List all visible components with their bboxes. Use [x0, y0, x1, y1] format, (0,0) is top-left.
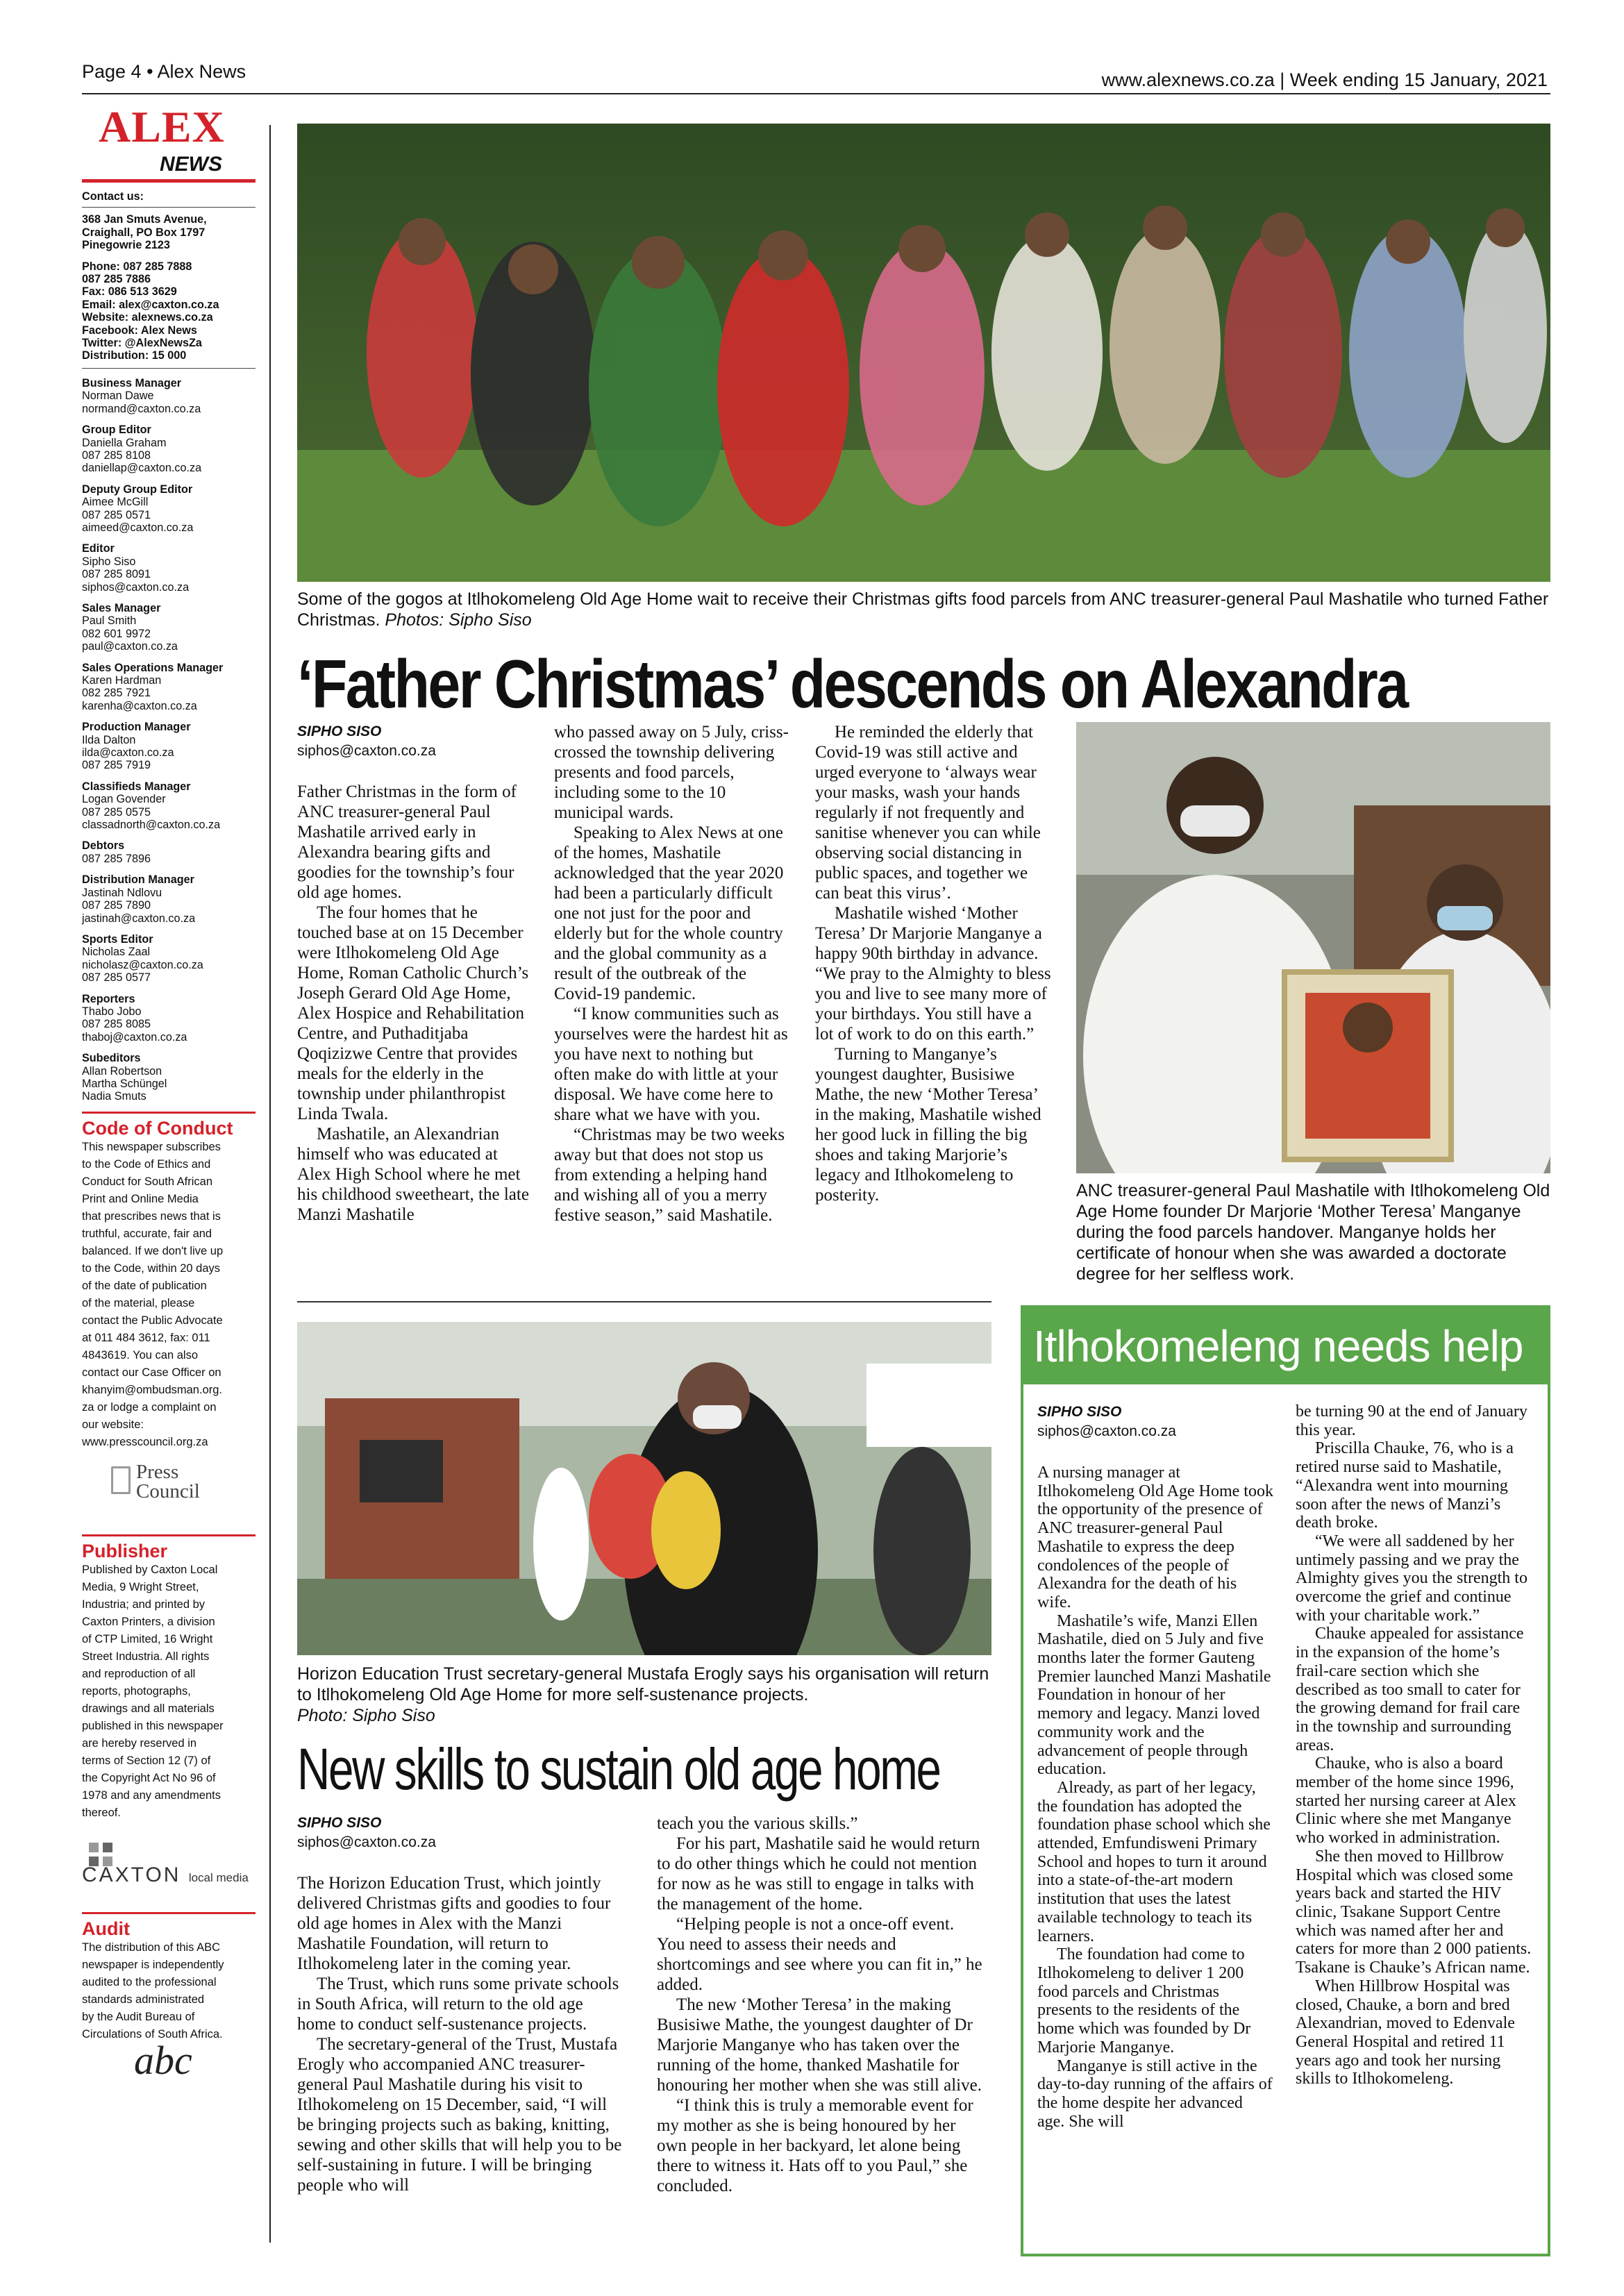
staff-detail: Allan Robertson	[82, 1064, 162, 1078]
headline-father-christmas: ‘Father Christmas’ descends on Alexandra	[297, 646, 1407, 722]
staff-detail: aimeed@caxton.co.za	[82, 521, 194, 534]
staff-list	[82, 368, 256, 1103]
header-rule	[82, 93, 1550, 94]
publisher-line: drawings and all materials	[82, 1702, 215, 1715]
paragraph: Already, as part of her legacy, the foundation has adopted the foundation phase school which she attended, Emfundisweni Primary School and hopes to turn it around into a state-of-the-art modern institution that uses the latest available technology to teach its learners.	[1037, 1778, 1271, 1945]
paragraph: “Christmas may be two weeks away but that does not stop us from extending a helping hand and wishing all of you a merry festive season,” said Mashatile.	[554, 1125, 785, 1225]
paragraph: Mashatile, an Alexandrian himself who was educated at Alex High School where he met his childhood sweetheart, the late Manzi Mashatile	[297, 1125, 529, 1224]
staff-entry	[82, 483, 256, 535]
paragraph: Chauke, who is also a board member of the home since 1996, started her nursing career at Alex Clinic where she met Manganye who worked in administration.	[1296, 1754, 1516, 1847]
publisher-title: Publisher	[82, 1534, 256, 1561]
staff-detail: 087 285 8108	[82, 449, 151, 462]
publisher-line: published in this newspaper	[82, 1719, 224, 1732]
caxton-sub: local media	[188, 1870, 249, 1884]
code-line: to the Code, within 20 days	[82, 1262, 221, 1275]
staff-detail: 087 285 0577	[82, 971, 151, 984]
staff-role: Subeditors	[82, 1052, 141, 1065]
audit-text	[82, 1939, 256, 2043]
logo-alex: ALEX	[99, 102, 225, 151]
paragraph: “I know communities such as yourselves were the hardest hit as you have next to nothing but often make do with little at your disposal. We have come here to share what we have with you.	[554, 1005, 788, 1124]
paragraph: Turning to Manganye’s youngest daughter, Busisiwe Mathe, the new ‘Mother Teresa’ in the making, Mashatile wished her good luck in filling the big shoes and taking Marjorie’s legacy and Itlhokomeleng to posterity.	[815, 1045, 1041, 1205]
staff-detail: daniellap@caxton.co.za	[82, 462, 202, 475]
abc-logo: abc	[134, 2038, 192, 2084]
staff-detail: Ilda Dalton	[82, 733, 136, 746]
staff-detail: 082 601 9972	[82, 627, 151, 640]
publisher-text	[82, 1561, 256, 1822]
code-line: our website:	[82, 1418, 144, 1431]
staff-entry	[82, 780, 256, 832]
staff-role: Sales Manager	[82, 601, 161, 614]
photo-gogos-caption	[297, 589, 1550, 630]
story3-column2	[1296, 1402, 1535, 2088]
code-of-conduct-title: Code of Conduct	[82, 1112, 256, 1139]
staff-role: Debtors	[82, 839, 125, 853]
story1-column1	[297, 782, 533, 1225]
paragraph: Speaking to Alex News at one of the homes, Mashatile acknowledged that the year 2020 had been a particularly difficult one not just for the poor and elderly but for the whole country and the global community as a result of the outbreak of the Covid-19 pandemic.	[554, 823, 784, 1003]
publisher-line: Published by Caxton Local	[82, 1563, 218, 1576]
audit-line: newspaper is independently	[82, 1959, 224, 1972]
publisher-line: Media, 9 Wright Street,	[82, 1580, 199, 1593]
staff-role: Sales Operations Manager	[82, 661, 224, 674]
address-line: Pinegowrie 2123	[82, 239, 170, 252]
page-dateline: www.alexnews.co.za | Week ending 15 January, 2021	[1101, 69, 1548, 90]
story3-column1	[1037, 1464, 1273, 2131]
staff-detail: 087 285 7919	[82, 759, 151, 772]
staff-detail: 087 285 8091	[82, 568, 151, 581]
staff-detail: 087 285 0575	[82, 805, 151, 819]
staff-detail: Daniella Graham	[82, 436, 167, 449]
staff-detail: Martha Schüngel	[82, 1077, 167, 1090]
code-line: 4843619. You can also	[82, 1348, 198, 1361]
photo-erogly-caption	[297, 1664, 991, 1726]
byline-story2	[297, 1813, 436, 1852]
code-line: www.presscouncil.org.za	[82, 1435, 208, 1448]
contact-line: Phone: 087 285 7888	[82, 260, 192, 273]
code-line: contact the Public Advocate	[82, 1314, 223, 1327]
paragraph: Chauke appealed for assistance in the expansion of the home’s frail-care section which she described as too small to cater for the growing demand for frail care in the township and surrounding areas.	[1296, 1625, 1524, 1754]
contact-line: 087 285 7886	[82, 273, 151, 286]
audit-title: Audit	[82, 1912, 256, 1939]
staff-detail: Sipho Siso	[82, 555, 136, 568]
caxton-logo	[82, 1841, 256, 1884]
audit-line: standards administrated	[82, 1993, 205, 2006]
staff-detail: Jastinah Ndlovu	[82, 886, 162, 899]
code-line: khanyim@ombudsman.org.	[82, 1383, 223, 1396]
page-folio: Page 4 • Alex News	[82, 61, 246, 82]
paragraph: Priscilla Chauke, 76, who is a retired nurse said to Mashatile, “Alexandra went into mourning soon after the news of Manzi’s death broke.	[1296, 1439, 1514, 1532]
photo-erogly	[297, 1322, 991, 1655]
staff-detail: Logan Govender	[82, 793, 166, 806]
press-council-icon	[111, 1466, 131, 1494]
staff-role: Deputy Group Editor	[82, 483, 193, 496]
publisher-line: Street Industria. All rights	[82, 1650, 210, 1663]
contact-line: Distribution: 15 000	[82, 349, 187, 362]
paragraph: He reminded the elderly that Covid-19 was still active and urged everyone to ‘always wear your masks, wash your hands regularly if not frequently and sanitise whenever you can while observing social distancing in public spaces, and together we can beat this virus’.	[815, 723, 1041, 903]
paragraph: For his part, Mashatile said he would return to do other things which he could not mention for now as he was still to engage in talks with the management of the home.	[657, 1834, 980, 1913]
byline-name: SIPHO SISO	[297, 723, 382, 739]
staff-detail: Thabo Jobo	[82, 1005, 142, 1018]
paragraph: teach you the various skills.”	[657, 1814, 858, 1833]
caption-text: Horizon Education Trust secretary-general Mustafa Erogly says his organisation will return to Itlhokomeleng Old Age Home for more self-sustenance projects.	[297, 1664, 989, 1704]
staff-detail: Karen Hardman	[82, 674, 162, 687]
publisher-line: Caxton Printers, a division	[82, 1615, 215, 1628]
caxton-wordmark: CAXTON	[82, 1863, 181, 1886]
contact-block	[82, 260, 256, 362]
staff-role: Production Manager	[82, 721, 191, 734]
paragraph: The four homes that he touched base at on 15 December were Itlhokomeleng Old Age Home, Roman Catholic Church’s Joseph Gerard Old Age Home, Alex Hospice and Rehabilitation Centre, and Puthaditjaba Qoqizizwe Centre that provides meals for the elderly in the township under philanthropist Linda Twala.	[297, 903, 529, 1123]
code-line: balanced. If we don't live up	[82, 1244, 224, 1257]
staff-entry	[82, 993, 256, 1044]
contact-line: Fax: 086 513 3629	[82, 285, 177, 299]
paragraph: “We were all saddened by her untimely passing and we pray the Almighty gives you the strength to overcome the grief and continue with your charitable work.”	[1296, 1532, 1527, 1625]
publisher-line: of CTP Limited, 16 Wright	[82, 1632, 213, 1645]
paragraph: “Helping people is not a once-off event. You need to assess their needs and shortcomings and see where you can fit in,” he added.	[657, 1915, 982, 1994]
staff-detail: paul@caxton.co.za	[82, 640, 178, 653]
headline-itlhokomeleng: Itlhokomeleng needs help	[1023, 1308, 1548, 1384]
publisher-line: terms of Section 12 (7) of	[82, 1754, 211, 1767]
story2-column1	[297, 1873, 622, 2195]
staff-entry	[82, 377, 256, 415]
code-line: that prescribes news that is	[82, 1209, 221, 1223]
publisher-line: reports, photographs,	[82, 1684, 191, 1698]
staff-entry	[82, 424, 256, 475]
staff-detail: ilda@caxton.co.za	[82, 746, 174, 760]
staff-detail: normand@caxton.co.za	[82, 402, 201, 415]
staff-entry	[82, 839, 256, 865]
address-line: Craighall, PO Box 1797	[82, 226, 206, 239]
paragraph: When Hillbrow Hospital was closed, Chauke, a born and bred Alexandrian, moved to Edenvale General Hospital and retired 11 years ago and took her nursing skills to Itlhokomeleng.	[1296, 1977, 1515, 2088]
logo-bar	[82, 179, 256, 183]
staff-role: Editor	[82, 542, 115, 555]
byline-email: siphos@caxton.co.za	[1037, 1423, 1176, 1439]
staff-entry	[82, 721, 256, 772]
contact-line: Email: alex@caxton.co.za	[82, 298, 219, 311]
staff-entry	[82, 662, 256, 713]
staff-detail: 087 285 0571	[82, 508, 151, 521]
staff-detail: jastinah@caxton.co.za	[82, 912, 196, 925]
byline-email: siphos@caxton.co.za	[297, 743, 436, 759]
staff-detail: Aimee McGill	[82, 496, 149, 509]
photo-gogos	[297, 124, 1550, 582]
paragraph: The Trust, which runs some private schools in South Africa, will return to the old age home to conduct self-sustenance projects.	[297, 1975, 619, 2034]
staff-entry	[82, 602, 256, 653]
audit-line: audited to the professional	[82, 1976, 217, 1989]
staff-entry	[82, 542, 256, 594]
photo-credit: Photos: Sipho Siso	[385, 610, 532, 630]
staff-detail: classadnorth@caxton.co.za	[82, 819, 221, 832]
contact-title: Contact us:	[82, 190, 144, 203]
staff-detail: karenha@caxton.co.za	[82, 699, 197, 712]
story2-column2	[657, 1813, 985, 2196]
staff-entry	[82, 873, 256, 925]
staff-detail: 087 285 7896	[82, 852, 151, 865]
publisher-line: are hereby reserved in	[82, 1736, 197, 1750]
code-line: za or lodge a complaint on	[82, 1400, 217, 1414]
paragraph: “I think this is truly a memorable event for my mother as she is being honoured by her own people in her backyard, let alone being there to witness it. Hats off to you Paul,” she concluded.	[657, 2096, 973, 2195]
story1-column2	[554, 722, 790, 1225]
contact-line: Website: alexnews.co.za	[82, 311, 213, 324]
photo-mashatile-manganye	[1076, 722, 1550, 1173]
staff-detail: nicholasz@caxton.co.za	[82, 958, 203, 971]
code-line: This newspaper subscribes	[82, 1140, 221, 1153]
audit-line: Circulations of South Africa.	[82, 2028, 223, 2041]
code-of-conduct-text	[82, 1139, 256, 1451]
paragraph: A nursing manager at Itlhokomeleng Old Age Home took the opportunity of the presence of ANC treasurer-general Paul Mashatile to express the deep condolences of the people of Alexandra for the death of his wife.	[1037, 1464, 1273, 1611]
audit-line: The distribution of this ABC	[82, 1941, 221, 1954]
staff-detail: 087 285 8085	[82, 1018, 151, 1031]
publisher-line: and reproduction of all	[82, 1667, 196, 1680]
byline-story1	[297, 722, 436, 761]
publisher-line: thereof.	[82, 1806, 121, 1819]
staff-detail: 087 285 7890	[82, 899, 151, 912]
paragraph: She then moved to Hillbrow Hospital which was closed some years back and started the HIV clinic, Tsakane Support Centre which was named after her and caters for more than 2 000 patients. Tsakane is Chauke’s African name.	[1296, 1847, 1532, 1977]
staff-detail: Paul Smith	[82, 614, 137, 628]
staff-detail: Norman Dawe	[82, 389, 154, 403]
code-line: Print and Online Media	[82, 1192, 199, 1205]
paragraph: who passed away on 5 July, criss-crossed the township delivering presents and food parcels, including some to the 10 municipal wards.	[554, 723, 789, 822]
staff-role: Distribution Manager	[82, 873, 194, 887]
staff-role: Classifieds Manager	[82, 780, 191, 793]
contact-line: Facebook: Alex News	[82, 324, 197, 337]
story-divider	[297, 1301, 991, 1302]
paragraph: Manganye is still active in the day-to-day running of the affairs of the home despite her advanced age. She will	[1037, 2056, 1273, 2131]
photo-mashatile-caption: ANC treasurer-general Paul Mashatile with Itlhokomeleng Old Age Home founder Dr Marjorie ‘Mother Teresa’ Manganye during the food parcels handover. Manganye holds her certificate of honour when she was awarded a doctorate degree for her selfless work.	[1076, 1181, 1550, 1284]
staff-detail: 082 285 7921	[82, 687, 151, 700]
staff-role: Reporters	[82, 992, 135, 1005]
code-line: at 011 484 3612, fax: 011	[82, 1331, 210, 1344]
code-line: Conduct for South African	[82, 1175, 213, 1188]
photo-credit: Photo: Sipho Siso	[297, 1706, 435, 1725]
alex-news-logo	[82, 102, 256, 187]
paragraph: The Horizon Education Trust, which jointly delivered Christmas gifts and goodies to four old age homes in Alex with the Manzi Mashatile Foundation, will return to Itlhokomeleng later in the coming year.	[297, 1874, 611, 1973]
masthead-sidebar	[82, 102, 256, 2084]
paragraph: Father Christmas in the form of ANC treasurer-general Paul Mashatile arrived early in Alexandra bearing gifts and goodies for the township’s four old age homes.	[297, 782, 517, 902]
staff-role: Sports Editor	[82, 932, 153, 946]
staff-entry	[82, 933, 256, 984]
paragraph: Mashatile’s wife, Manzi Ellen Mashatile, died on 5 July and five months later the former Gauteng Premier launched Manzi Mashatile Foundation in honour of her memory and legacy. Manzi loved community work and the advancement of people through education.	[1037, 1611, 1271, 1779]
press-council-logo	[111, 1462, 256, 1501]
logo-news: NEWS	[160, 153, 222, 176]
byline-name: SIPHO SISO	[297, 1815, 382, 1831]
publisher-line: the Copyright Act No 96 of	[82, 1771, 216, 1784]
story1-column3	[815, 722, 1051, 1205]
staff-entry	[82, 1052, 256, 1103]
paragraph: The new ‘Mother Teresa’ in the making Busisiwe Mathe, the youngest daughter of Dr Marjorie Manganye who has taken over the running of the home, thanked Mashatile for honouring her mother when she was still alive.	[657, 1995, 982, 2095]
publisher-line: 1978 and any amendments	[82, 1788, 221, 1802]
paragraph: The secretary-general of the Trust, Mustafa Erogly who accompanied ANC treasurer-general Paul Mashatile during his visit to Itlhokomeleng on 15 December, said, “I will be bringing projects such as baking, knitting, sewing and other skills that will help you to be self-sustaining in future. I will be bringing people who will	[297, 2035, 622, 2195]
staff-detail: Nadia Smuts	[82, 1090, 147, 1103]
caption-text: Some of the gogos at Itlhokomeleng Old Age Home wait to receive their Christmas gifts food parcels from ANC treasurer-general Paul Mashatile who turned Father Christmas.	[297, 589, 1549, 630]
staff-detail: thaboj@caxton.co.za	[82, 1030, 187, 1044]
byline-name: SIPHO SISO	[1037, 1404, 1122, 1420]
code-line: to the Code of Ethics and	[82, 1157, 211, 1171]
code-line: of the date of publication	[82, 1279, 207, 1292]
staff-detail: siphos@caxton.co.za	[82, 580, 190, 594]
address-line: 368 Jan Smuts Avenue,	[82, 213, 207, 226]
press-council-line2: Council	[136, 1480, 200, 1502]
byline-story3	[1037, 1402, 1176, 1441]
code-line: truthful, accurate, fair and	[82, 1227, 212, 1240]
paragraph: The foundation had come to Itlhokomeleng to deliver 1 200 food parcels and Christmas presents to the residents of the home which was founded by Dr Marjorie Manganye.	[1037, 1945, 1251, 2056]
sidebar-rule	[269, 125, 271, 2243]
staff-detail: Nicholas Zaal	[82, 946, 151, 959]
paragraph: Mashatile wished ‘Mother Teresa’ Dr Marjorie Manganye a happy 90th birthday in advance. “We pray to the Almighty to bless you and live to see many more of your birthdays. You still have a lot of work to do on this earth.”	[815, 904, 1051, 1044]
audit-line: by the Audit Bureau of	[82, 2011, 195, 2024]
staff-role: Group Editor	[82, 424, 151, 437]
byline-email: siphos@caxton.co.za	[297, 1834, 436, 1850]
publisher-line: Industria; and printed by	[82, 1598, 206, 1611]
paragraph: be turning 90 at the end of January this year.	[1296, 1402, 1527, 1439]
contact-line: Twitter: @AlexNewsZa	[82, 337, 202, 350]
code-line: of the material, please	[82, 1296, 195, 1309]
headline-new-skills: New skills to sustain old age home	[297, 1736, 940, 1802]
code-line: contact our Case Officer on	[82, 1366, 221, 1379]
address-block	[82, 207, 256, 251]
staff-role: Business Manager	[82, 376, 182, 389]
press-council-line1: Press	[136, 1460, 179, 1483]
